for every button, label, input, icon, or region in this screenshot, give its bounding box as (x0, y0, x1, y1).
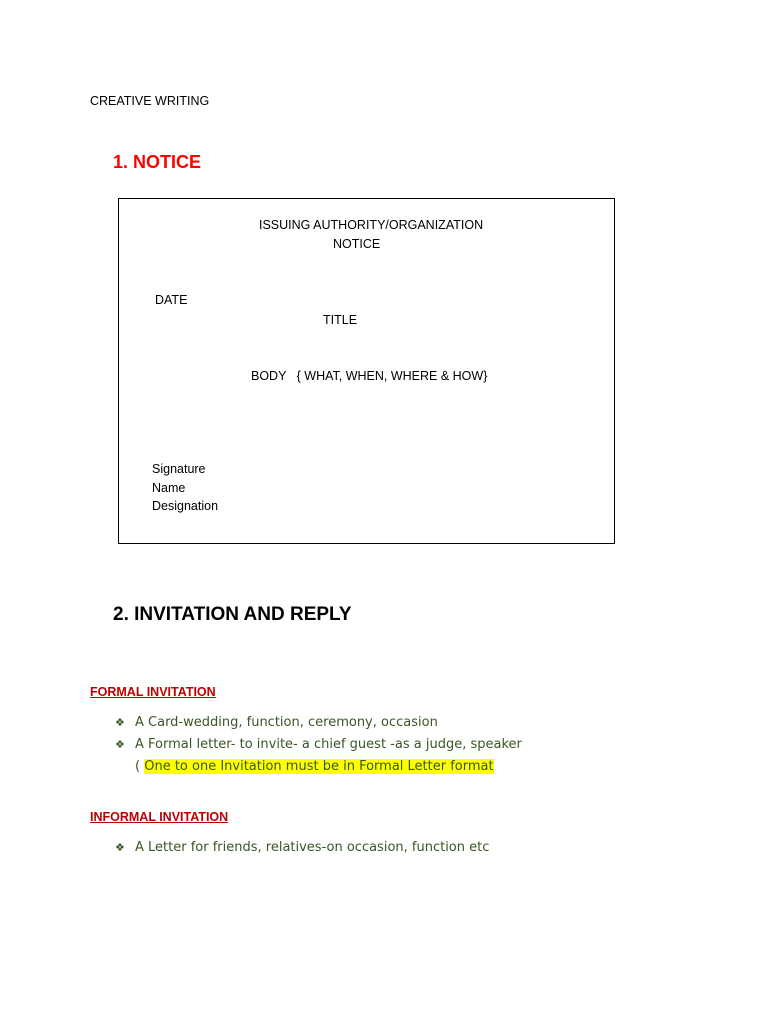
notice-format-box (118, 198, 615, 544)
diamond-bullet-icon: ❖ (115, 738, 125, 751)
list-item-text: A Card-wedding, function, ceremony, occasion (135, 715, 438, 730)
list-item-text: A Letter for friends, relatives-on occasion, function etc (135, 840, 490, 855)
document-title: CREATIVE WRITING (90, 94, 210, 108)
notice-designation: Designation (152, 499, 219, 513)
note-prefix: ( (135, 759, 145, 774)
list-item (115, 840, 489, 855)
highlighted-note: One to one Invitation must be in Formal Letter format (144, 759, 494, 774)
invitation-heading: 2. INVITATION AND REPLY (113, 604, 352, 625)
diamond-bullet-icon: ❖ (115, 716, 125, 729)
list-item-text: A Formal letter- to invite- a chief guest -as a judge, speaker (135, 737, 522, 752)
notice-signature: Signature (152, 462, 206, 476)
formal-note (135, 759, 494, 774)
notice-body: BODY { WHAT, WHEN, WHERE & HOW} (251, 369, 488, 383)
list-item (115, 715, 438, 730)
notice-date: DATE (155, 293, 188, 307)
notice-heading: 1. NOTICE (113, 152, 202, 172)
notice-title: TITLE (323, 313, 358, 327)
notice-authority: ISSUING AUTHORITY/ORGANIZATION (259, 218, 484, 232)
formal-invitation-heading: FORMAL INVITATION (90, 685, 216, 699)
notice-label: NOTICE (333, 237, 381, 251)
notice-name: Name (152, 481, 186, 495)
diamond-bullet-icon: ❖ (115, 841, 125, 854)
list-item (115, 737, 522, 752)
informal-invitation-heading: INFORMAL INVITATION (90, 810, 229, 824)
